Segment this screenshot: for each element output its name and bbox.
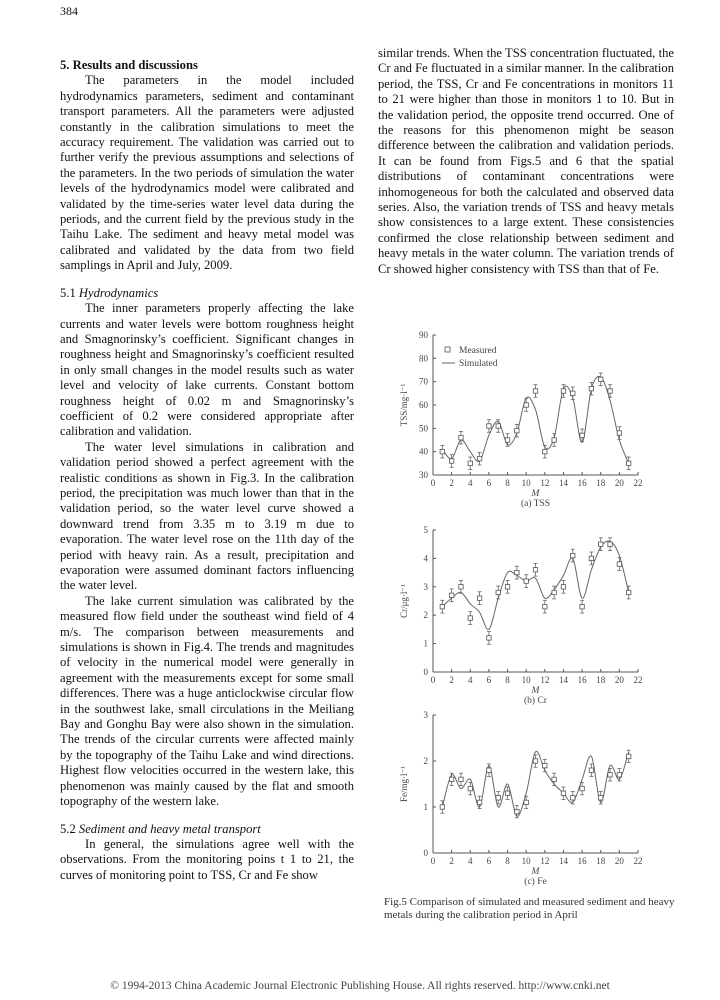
x-tick-label: 2: [449, 675, 454, 685]
measured-point: [505, 585, 509, 589]
measured-point: [496, 590, 500, 594]
left-column: [60, 58, 354, 883]
measured-point: [524, 800, 528, 804]
measured-point: [468, 461, 472, 465]
measured-point: [515, 428, 519, 432]
chart-title: (a) TSS: [520, 499, 551, 509]
y-tick-label: 1: [423, 802, 428, 812]
y-tick-label: 1: [423, 638, 428, 649]
measured-point: [571, 796, 575, 800]
y-tick-label: 5: [423, 525, 428, 535]
measured-point: [617, 431, 621, 435]
x-tick-label: 6: [486, 856, 492, 866]
measured-point: [533, 389, 537, 393]
measured-point: [589, 556, 593, 560]
x-tick-label: 16: [577, 856, 587, 866]
x-tick-label: 2: [449, 478, 454, 488]
measured-point: [552, 438, 556, 442]
x-tick-label: 12: [540, 675, 550, 685]
measured-point: [617, 562, 621, 566]
measured-point: [608, 542, 612, 546]
measured-point: [487, 424, 491, 428]
measured-point: [477, 456, 481, 460]
y-tick-label: 2: [423, 610, 428, 621]
subsection-heading-hydrodynamics: 5.1 Hydrodynamics: [60, 285, 159, 300]
y-tick-label: 60: [419, 400, 428, 410]
measured-point: [449, 459, 453, 463]
x-tick-label: 12: [540, 478, 550, 488]
x-tick-label: 8: [505, 675, 510, 685]
x-tick-label: 20: [614, 478, 624, 488]
chart-title: (b) Cr: [524, 696, 547, 706]
chart-title: (c) Fe: [524, 877, 547, 887]
measured-point: [505, 791, 509, 795]
measured-point: [561, 791, 565, 795]
measured-point: [580, 786, 584, 790]
measured-point: [477, 800, 481, 804]
measured-point: [440, 805, 444, 809]
legend-measured-marker: [445, 347, 450, 352]
measured-point: [468, 786, 472, 790]
measured-point: [552, 777, 556, 781]
y-tick-label: 70: [419, 376, 428, 387]
measured-point: [589, 768, 593, 772]
measured-point: [459, 435, 463, 439]
measured-point: [543, 449, 547, 453]
sediment-paragraph-continued: similar trends. When the TSS concentration fluctuated, the Cr and Fe fluctuated in a similar manner. In the calibration period, the TSS, Cr and Fe concentrations in monitors 11 to 21 were higher than those in monitors 1 to 10. But in the validation period, the opposite trend occurred. One of the reasons for this phenomenon might be season difference between the calibration and validation periods. It can be found from Figs.5 and 6 that the spatial distributions of contaminant concentrations were inhomogeneous for both the calculated and observed data series. Also, the variation trends of TSS and heavy metals show consistences to a large extent. These consistencies confirmed the close relationship between sediment and heavy metals in the water column. The variation trends of Cr showed higher consistency with TSS than that of Fe.: [378, 46, 674, 276]
x-tick-label: 0: [430, 478, 436, 488]
legend-measured-label: Measured: [459, 346, 497, 356]
x-tick-label: 20: [614, 675, 624, 685]
sediment-paragraph-1: In general, the simulations agree well with the observations. From the monitoring poins t 1 to 21, the curves of monitoring point to TSS, Cr and Fe show: [60, 836, 354, 882]
measured-point: [524, 579, 528, 583]
y-axis-label: Fe/mg·l⁻¹: [399, 766, 409, 802]
measured-point: [561, 585, 565, 589]
y-tick-label: 3: [423, 581, 428, 592]
hydro-paragraph-1: The inner parameters properly affecting the lake currents and water levels were bottom roughness height and Smagnorinsky’s coefficient. Significant changes in roughness height and Smagnorinsky’s coefficient resulted in only small changes in the model results such as water level and velocity of lake currents. Constant bottom roughness height of 0.02 m and Smagnorinsky’s coefficient of 0.2 were considered appropriate after calibration and validation.: [60, 301, 354, 439]
y-axis-label: Cr/μg·l⁻¹: [399, 584, 409, 618]
y-tick-label: 2: [423, 756, 428, 766]
y-tick-label: 0: [423, 667, 428, 677]
x-tick-label: 12: [540, 856, 550, 866]
x-tick-label: 14: [558, 478, 568, 488]
x-tick-label: 10: [521, 856, 531, 866]
y-tick-label: 4: [423, 553, 428, 564]
measured-point: [440, 604, 444, 608]
x-axis-label: M: [531, 489, 540, 499]
y-tick-label: 3: [423, 710, 428, 720]
measured-point: [571, 553, 575, 557]
measured-point: [468, 616, 472, 620]
x-tick-label: 16: [577, 675, 587, 685]
measured-point: [449, 593, 453, 597]
x-tick-label: 10: [521, 478, 531, 488]
figure-caption: Fig.5 Comparison of simulated and measured sediment and heavy metals during the calibration period in April: [384, 896, 675, 921]
x-tick-label: 20: [614, 856, 624, 866]
figure-5-charts: [378, 330, 678, 930]
x-tick-label: 22: [633, 856, 643, 866]
x-tick-label: 6: [486, 478, 492, 488]
measured-point: [599, 542, 603, 546]
measured-point: [589, 386, 593, 390]
measured-point: [533, 568, 537, 572]
x-tick-label: 16: [577, 478, 587, 488]
y-axis-label: TSS/mg·l⁻¹: [399, 383, 409, 427]
page-number: 384: [60, 4, 78, 18]
x-tick-label: 6: [486, 675, 492, 685]
x-tick-label: 18: [596, 478, 606, 488]
measured-point: [580, 604, 584, 608]
measured-point: [599, 796, 603, 800]
section-paragraph: The parameters in the model included hydrodynamics parameters, sediment and contaminant transport parameters. All the parameters were adjusted constantly in the calibration simulations to meet the accuracy requirement. The validation was carried out to further verify the previous assumptions and selections of the parameters. In the two periods of simulation the water levels of the hydrodynamics model were calibrated and validated by the time-series water level data during the periods, and the current field by the previous study in the Taihu Lake. The sediment and heavy metal model was calibrated and validated by the data from two field samplings in April and July, 2009.: [60, 73, 354, 273]
x-tick-label: 10: [521, 675, 531, 685]
measured-point: [626, 461, 630, 465]
measured-point: [505, 438, 509, 442]
measured-point: [543, 604, 547, 608]
x-tick-label: 8: [505, 478, 510, 488]
x-tick-label: 0: [430, 856, 436, 866]
x-tick-label: 4: [468, 856, 473, 866]
measured-point: [571, 391, 575, 395]
measured-point: [515, 809, 519, 813]
x-tick-label: 2: [449, 856, 454, 866]
measured-point: [599, 377, 603, 381]
right-column: [378, 46, 674, 277]
measured-point: [608, 389, 612, 393]
x-tick-label: 4: [468, 675, 473, 685]
measured-point: [449, 777, 453, 781]
hydro-paragraph-3: The lake current simulation was calibrated by the measured flow field under the southeast wind field of 4 m/s. The comparison between measurements and simulations is shown in Fig.4. The trends and magnitudes of velocity in the numerical model were generally in agreement with the measurements except for some small differences. There was a huge anticlockwise circular flow in the southwest lake, small circulations in the Meiliang Bay and Gonghu Bay were also shown in the simulation. The trends of the circular currents were affected mainly by the topography of the Taihu Lake and wind directions. Highest flow velocities occurred in the western lake, this phenomenon was mainly caused by the flat and smooth topography of the western lake.: [60, 593, 354, 809]
measured-point: [487, 768, 491, 772]
measured-point: [608, 773, 612, 777]
measured-point: [477, 596, 481, 600]
y-tick-label: 40: [419, 446, 428, 457]
measured-point: [515, 570, 519, 574]
x-tick-label: 8: [505, 856, 510, 866]
subsection-heading-sediment: 5.2 Sediment and heavy metal transport: [60, 821, 261, 836]
y-tick-label: 30: [419, 470, 428, 480]
measured-point: [496, 796, 500, 800]
x-tick-label: 14: [558, 675, 568, 685]
x-axis-label: M: [531, 686, 540, 696]
measured-point: [524, 403, 528, 407]
measured-point: [580, 433, 584, 437]
x-tick-label: 22: [633, 675, 643, 685]
y-tick-label: 0: [423, 848, 428, 858]
legend-simulated-label: Simulated: [459, 359, 498, 369]
x-tick-label: 18: [596, 856, 606, 866]
measured-point: [440, 449, 444, 453]
x-tick-label: 0: [430, 675, 436, 685]
section-heading: 5. Results and discussions: [60, 58, 198, 72]
measured-point: [552, 590, 556, 594]
copyright-footer: © 1994-2013 China Academic Journal Electronic Publishing House. All rights reserved. http://www.cnki.net: [110, 980, 610, 992]
x-axis-label: M: [531, 867, 540, 877]
measured-point: [496, 424, 500, 428]
measured-point: [561, 389, 565, 393]
measured-point: [543, 763, 547, 767]
x-tick-label: 18: [596, 675, 606, 685]
measured-point: [617, 773, 621, 777]
measured-point: [626, 590, 630, 594]
y-tick-label: 80: [419, 353, 428, 364]
y-tick-label: 50: [419, 423, 428, 434]
measured-point: [459, 777, 463, 781]
y-tick-label: 90: [419, 330, 428, 340]
x-tick-label: 4: [468, 478, 473, 488]
measured-point: [533, 759, 537, 763]
measured-point: [626, 754, 630, 758]
hydro-paragraph-2: The water level simulations in calibration and validation period showed a perfect agreement with the realistic conditions as shown in Fig.3. In the calibration period, the precipitation was much lower than that in the validation period, so the water level curve showed a downward trend from 3.35 m to 3.19 m due to evaporation. The water level rose on the 11th day of the period with heavy rain. As a result, precipitation and evaporation were assumed dominant factors influencing the water level.: [60, 439, 354, 593]
x-tick-label: 22: [633, 478, 643, 488]
x-tick-label: 14: [558, 856, 568, 866]
measured-point: [487, 636, 491, 640]
measured-point: [459, 585, 463, 589]
